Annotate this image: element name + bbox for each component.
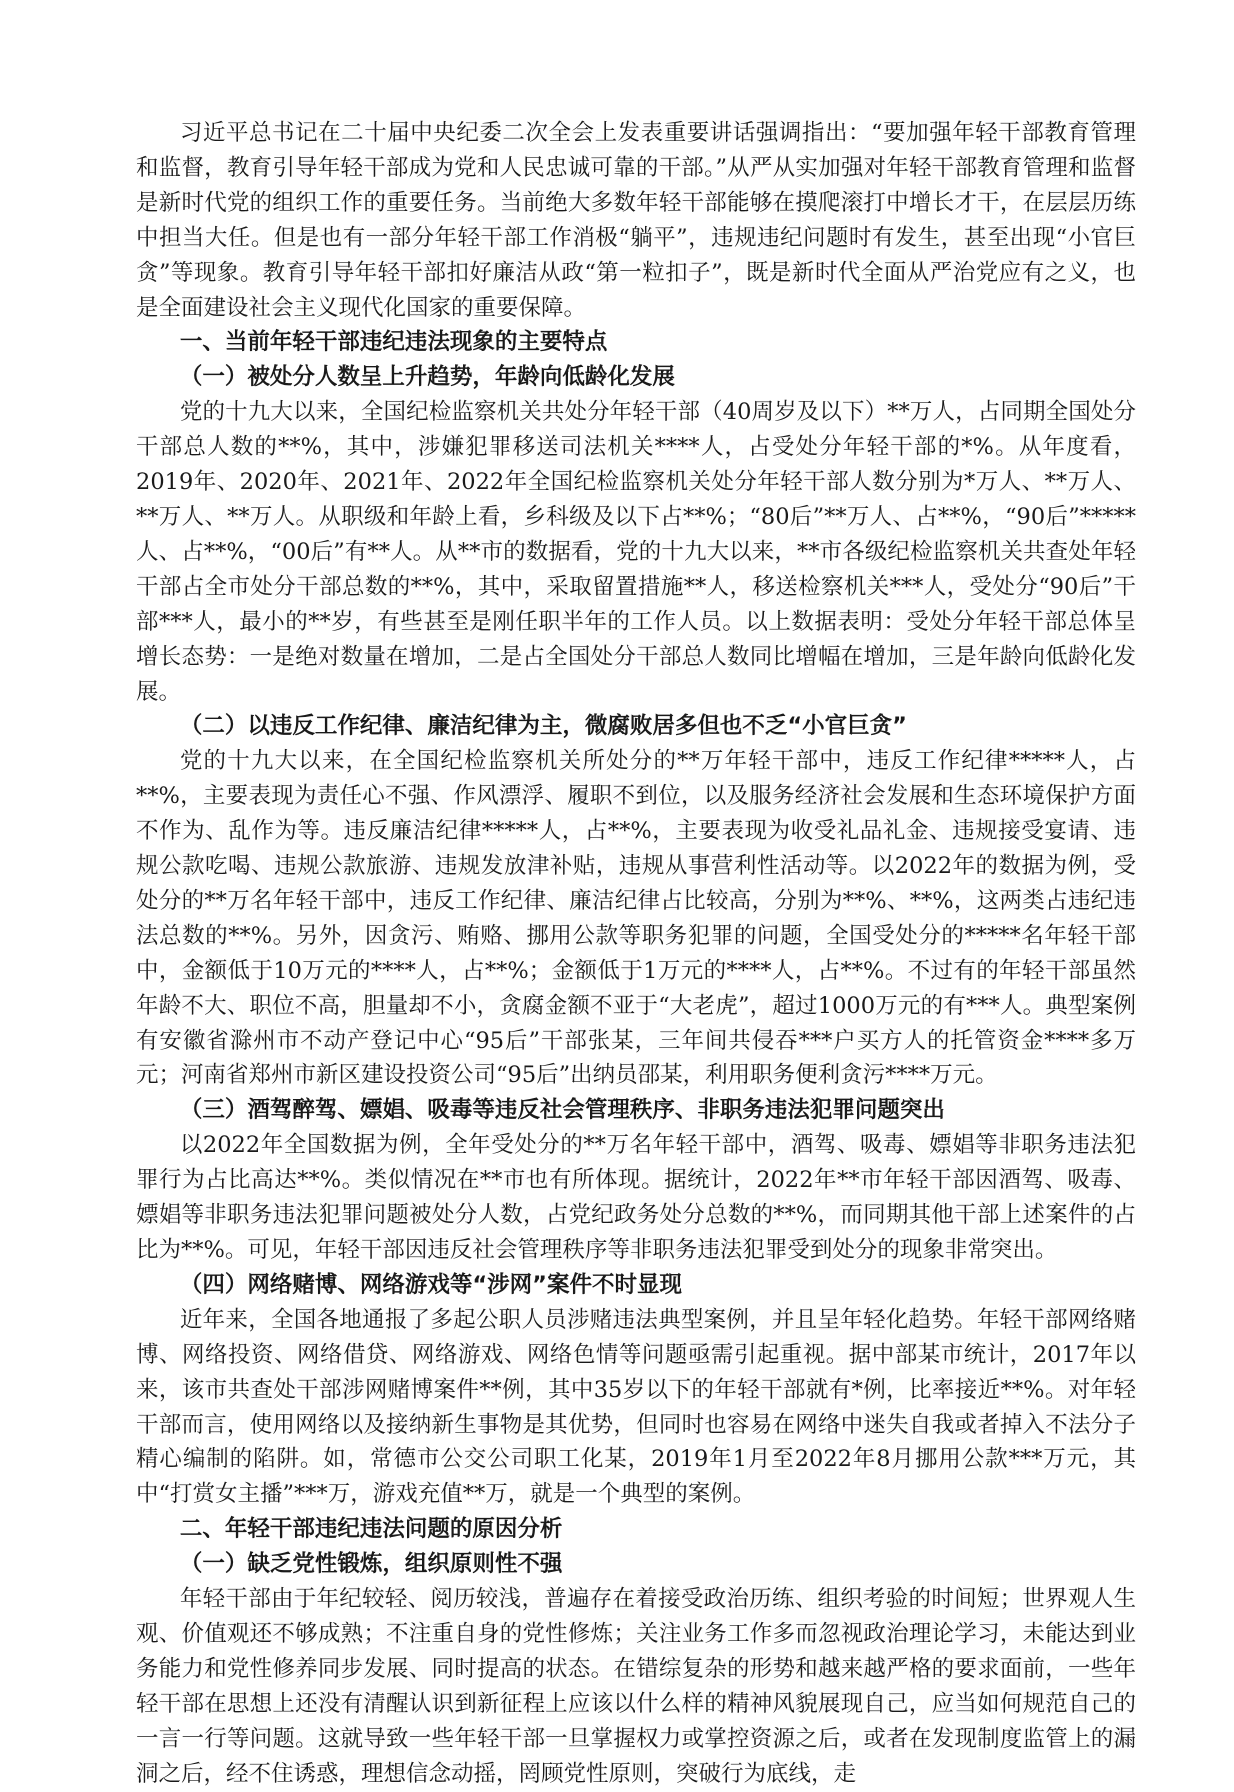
subsection-heading-1-3: （三）酒驾醉驾、嫖娼、吸毒等违反社会管理秩序、非职务违法犯罪问题突出 [179, 1097, 945, 1124]
subsection-heading-2-1: （一）缺乏党性锻炼，组织原则性不强 [179, 1551, 563, 1578]
intro-paragraph: 习近平总书记在二十届中央纪委二次全会上发表重要讲话强调指出：“要加强年轻干部教育管理和监督，教育引导年轻干部成为党和人民忠诚可靠的干部。”从严从实加强对年轻干部教育管理和监督是新时代党的组织工作的重要任务。当前绝大多数年轻干部能够在摸爬滚打中增长才干，在层层历练中担当大任。但是也有一部分年轻干部工作消极“躺平”，违规违纪问题时有发生，甚至出现“小官巨贪”等现象。教育引导年轻干部扣好廉洁从政“第一粒扣子”，既是新时代全面从严治党应有之义，也是全面建设社会主义现代化国家的重要保障。 [136, 120, 1136, 321]
body-paragraph-1-3: 以2022年全国数据为例，全年受处分的**万名年轻干部中，酒驾、吸毒、嫖娼等非职务违法犯罪行为占比高达**%。类似情况在**市也有所体现。据统计，2022年**市年轻干部因酒驾、吸毒、嫖娼等非职务违法犯罪问题被处分人数，占党纪政务处分总数的**%，而同期其他干部上述案件的占比为**%。可见，年轻干部因违反社会管理秩序等非职务违法犯罪受到处分的现象非常突出。 [136, 1132, 1136, 1263]
document-page [136, 116, 1136, 1792]
subsection-heading-1-1: （一）被处分人数呈上升趋势，年龄向低龄化发展 [179, 364, 675, 391]
section-heading-2: 二、年轻干部违纪违法问题的原因分析 [179, 1516, 563, 1543]
subsection-heading-1-4: （四）网络赌博、网络游戏等“涉网”案件不时显现 [179, 1271, 682, 1298]
body-paragraph-1-4: 近年来，全国各地通报了多起公职人员涉赌违法典型案例，并且呈年轻化趋势。年轻干部网络赌博、网络投资、网络借贷、网络游戏、网络色情等问题亟需引起重视。据中部某市统计，2017年以来，该市共查处干部涉网赌博案件**例，其中35岁以下的年轻干部就有*例，比率接近**%。对年轻干部而言，使用网络以及接纳新生事物是其优势，但同时也容易在网络中迷失自我或者掉入不法分子精心编制的陷阱。如，常德市公交公司职工化某，2019年1月至2022年8月挪用公款***万元，其中“打赏女主播”***万，游戏充值**万，就是一个典型的案例。 [136, 1306, 1136, 1508]
subsection-heading-1-2: （二）以违反工作纪律、廉洁纪律为主，微腐败居多但也不乏“小官巨贪” [179, 713, 907, 740]
section-heading-1: 一、当前年轻干部违纪违法现象的主要特点 [179, 329, 608, 356]
body-paragraph-1-1: 党的十九大以来，全国纪检监察机关共处分年轻干部（40周岁及以下）**万人，占同期全国处分干部总人数的**%，其中，涉嫌犯罪移送司法机关****人，占受处分年轻干部的*%。从年度看，2019年、2020年、2021年、2022年全国纪检监察机关处分年轻干部人数分别为*万人、**万人、**万人、**万人。从职级和年龄上看，乡科级及以下占**%；“80后”**万人、占**%，“90后”*****人、占**%，“00后”有**人。从**市的数据看，党的十九大以来，**市各级纪检监察机关共查处年轻干部占全市处分干部总数的**%，其中，采取留置措施**人，移送检察机关***人，受处分“90后”干部***人，最小的**岁，有些甚至是刚任职半年的工作人员。以上数据表明：受处分年轻干部总体呈增长态势：一是绝对数量在增加，二是占全国处分干部总人数同比增幅在增加，三是年龄向低龄化发展。 [136, 399, 1136, 705]
body-paragraph-1-2: 党的十九大以来，在全国纪检监察机关所处分的**万年轻干部中，违反工作纪律*****人，占**%，主要表现为责任心不强、作风漂浮、履职不到位，以及服务经济社会发展和生态环境保护方面不作为、乱作为等。违反廉洁纪律*****人，占**%，主要表现为收受礼品礼金、违规接受宴请、违规公款吃喝、违规公款旅游、违规发放津补贴，违规从事营利性活动等。以2022年的数据为例，受处分的**万名年轻干部中，违反工作纪律、廉洁纪律占比较高，分别为**%、**%，这两类占违纪违法总数的**%。另外，因贪污、贿赂、挪用公款等职务犯罪的问题，全国受处分的*****名年轻干部中，金额低于10万元的****人，占**%；金额低于1万元的****人，占**%。不过有的年轻干部虽然年龄不大、职位不高，胆量却不小，贪腐金额不亚于“大老虎”，超过1000万元的有***人。典型案例有安徽省滁州市不动产登记中心“95后”干部张某，三年间共侵吞***户买方人的托管资金****多万元；河南省郑州市新区建设投资公司“95后”出纳员邵某，利用职务便利贪污****万元。 [136, 748, 1136, 1089]
body-paragraph-2-1: 年轻干部由于年纪较轻、阅历较浅，普遍存在着接受政治历练、组织考验的时间短；世界观人生观、价值观还不够成熟；不注重自身的党性修炼；关注业务工作多而忽视政治理论学习，未能达到业务能力和党性修养同步发展、同时提高的状态。在错综复杂的形势和越来越严格的要求面前，一些年轻干部在思想上还没有清醒认识到新征程上应该以什么样的精神风貌展现自己，应当如何规范自己的一言一行等问题。这就导致一些年轻干部一旦掌握权力或掌控资源之后，或者在发现制度监管上的漏洞之后，经不住诱惑，理想信念动摇，罔顾党性原则，突破行为底线，走 [136, 1586, 1136, 1787]
